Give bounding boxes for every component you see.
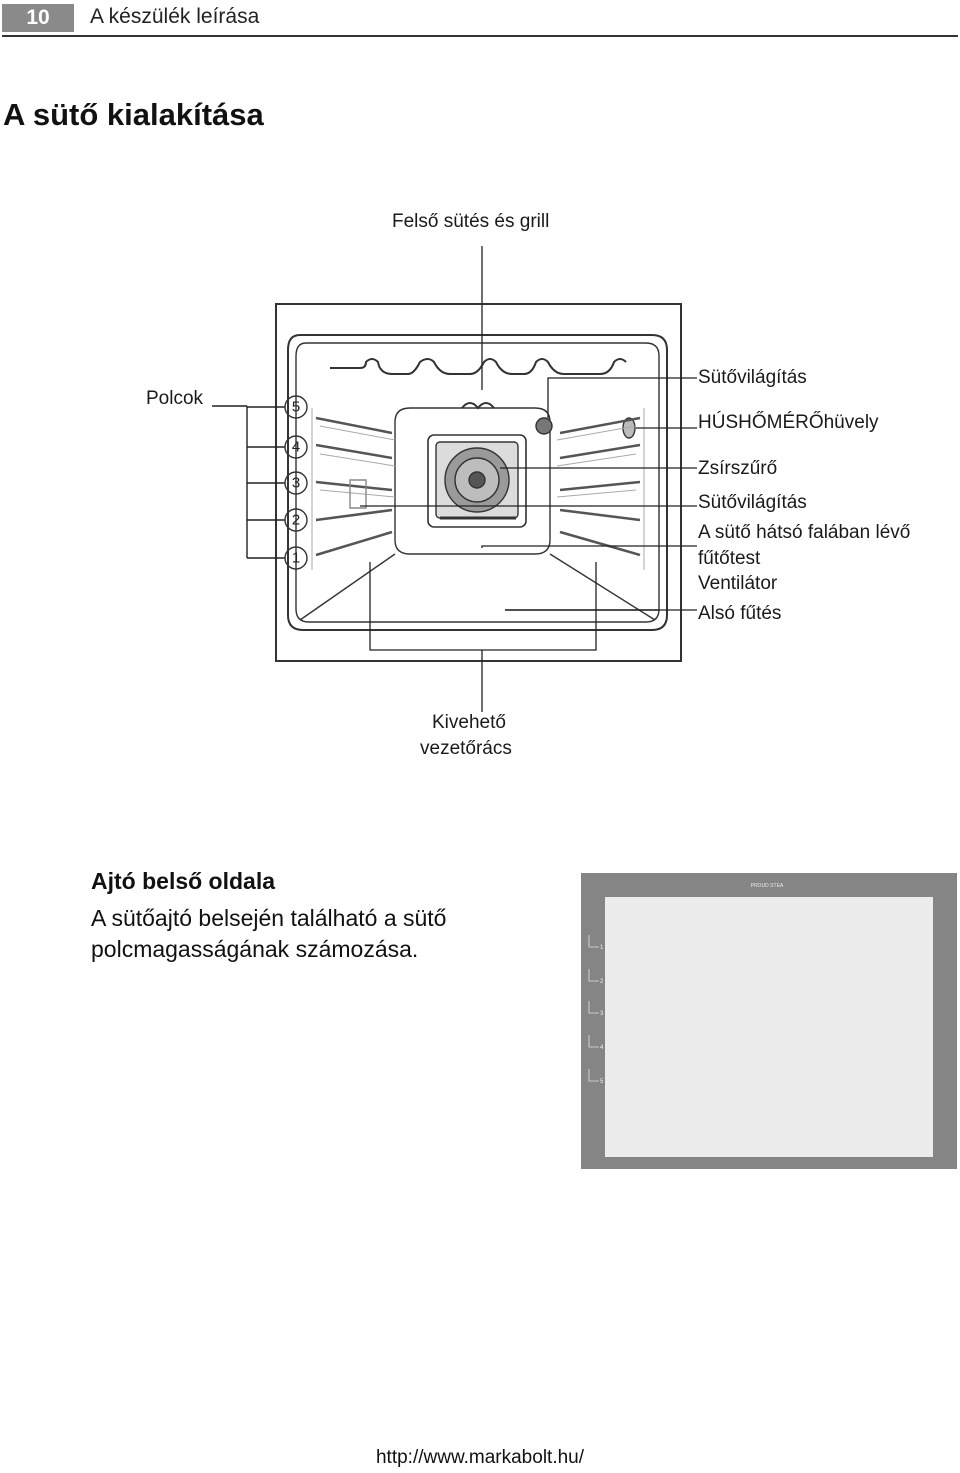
door-brand-text: PROUD STEA [750,883,784,889]
label-oven-light-top: Sütővilágítás [698,367,807,388]
header-section-title: A készülék leírása [90,5,260,28]
oven-illustration [0,190,960,780]
door-section-title: Ajtó belső oldala [91,868,276,894]
door-section-text: A sütőajtó belsején található a sütő polcmagasságának számozása. [91,905,447,962]
shelf-number-2: 2 [291,511,301,529]
shelf-number-1: 1 [291,549,301,567]
door-level-3: 3 [600,1011,604,1017]
footer-url[interactable]: http://www.markabolt.hu/ [375,1447,585,1468]
label-fan: Ventilátor [698,573,778,594]
shelf-number-3: 3 [291,474,301,492]
door-glass [605,897,933,1157]
oven-door-illustration [581,873,957,1169]
header-divider [2,35,958,37]
label-grease-filter: Zsírszűrő [698,458,778,479]
label-oven-light-side: Sütővilágítás [698,492,807,513]
door-level-2: 2 [600,979,604,985]
label-shelves: Polcok [146,388,204,409]
label-rear-heater-line2: fűtőtest [698,548,761,569]
shelf-number-5: 5 [291,398,301,416]
label-bottom-heat: Alsó fűtés [698,603,782,624]
page-title: A sütő kialakítása [3,97,264,132]
shelf-number-4: 4 [291,438,301,456]
label-meat-probe-socket: HÚSHŐMÉRŐhüvely [698,412,879,433]
door-level-1: 1 [600,945,604,951]
label-rear-heater-line1: A sütő hátsó falában lévő [698,522,911,543]
oven-lamp [536,418,552,434]
door-level-4: 4 [600,1045,604,1051]
oven-door-image [581,873,957,1169]
label-removable-rack-line2: vezetőrács [420,738,512,759]
label-top-grill: Felső sütés és grill [392,211,550,232]
page-number: 10 [2,4,74,32]
door-level-5: 5 [600,1079,604,1085]
label-removable-rack-line1: Kivehető [432,712,506,733]
left-shelf-rails [316,418,392,555]
oven-diagram [0,190,960,780]
page-header [0,0,960,40]
top-grill-element [330,359,626,374]
